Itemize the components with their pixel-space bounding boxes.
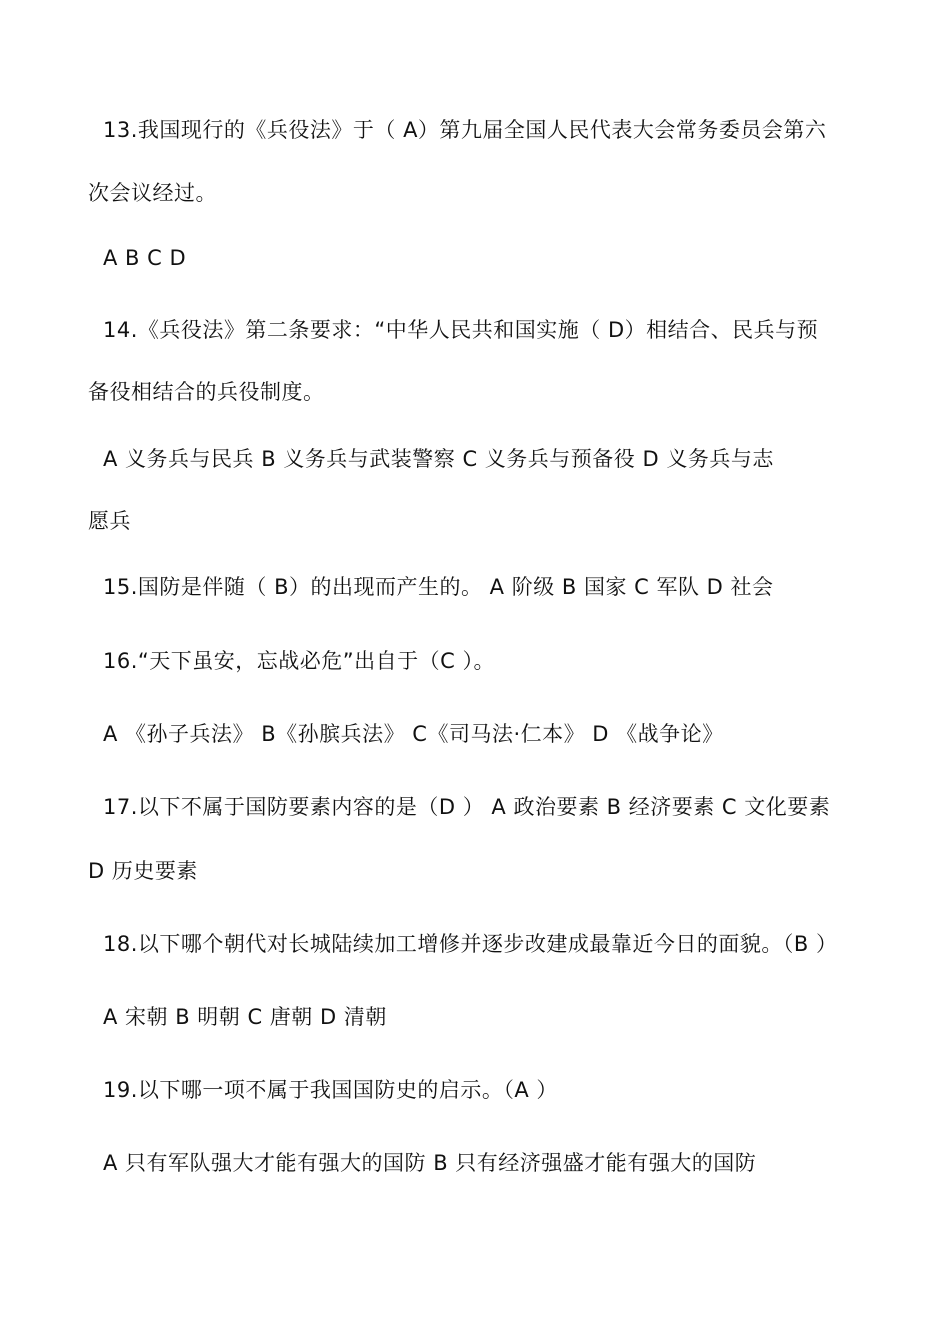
q14-line-1: 14.《兵役法》第二条要求：“中华人民共和国实施（ D）相结合、民兵与预 [103, 318, 819, 342]
q14-options-line-2: 愿兵 [88, 509, 131, 533]
q18-line-1: 18.以下哪个朝代对长城陆续加工增修并逐步改建成最靠近今日的面貌。（B ） [103, 932, 838, 956]
q18-options: A 宋朝 B 明朝 C 唐朝 D 清朝 [103, 1005, 387, 1029]
q19-options: A 只有军队强大才能有强大的国防 B 只有经济强盛才能有强大的国防 [103, 1151, 757, 1175]
q14-options-line-1: A 义务兵与民兵 B 义务兵与武装警察 C 义务兵与预备役 D 义务兵与志 [103, 447, 774, 471]
q17-line-2: D 历史要素 [88, 859, 198, 883]
q13-line-1: 13.我国现行的《兵役法》于（ A）第九届全国人民代表大会常务委员会第六 [103, 118, 827, 142]
q13-line-2: 次会议经过。 [88, 181, 217, 205]
q16-options: A 《孙子兵法》 B《孙膑兵法》 C《司马法·仁本》 D 《战争论》 [103, 722, 724, 746]
q16-line-1: 16.“天下虽安，忘战必危”出自于（C ）。 [103, 649, 495, 673]
q14-line-2: 备役相结合的兵役制度。 [88, 380, 325, 404]
q19-line-1: 19.以下哪一项不属于我国国防史的启示。（A ） [103, 1078, 558, 1102]
q13-options: A B C D [103, 246, 187, 270]
q17-line-1: 17.以下不属于国防要素内容的是（D ） A 政治要素 B 经济要素 C 文化要素 [103, 795, 831, 819]
q15-line-1: 15.国防是伴随（ B）的出现而产生的。 A 阶级 B 国家 C 军队 D 社会 [103, 575, 774, 599]
